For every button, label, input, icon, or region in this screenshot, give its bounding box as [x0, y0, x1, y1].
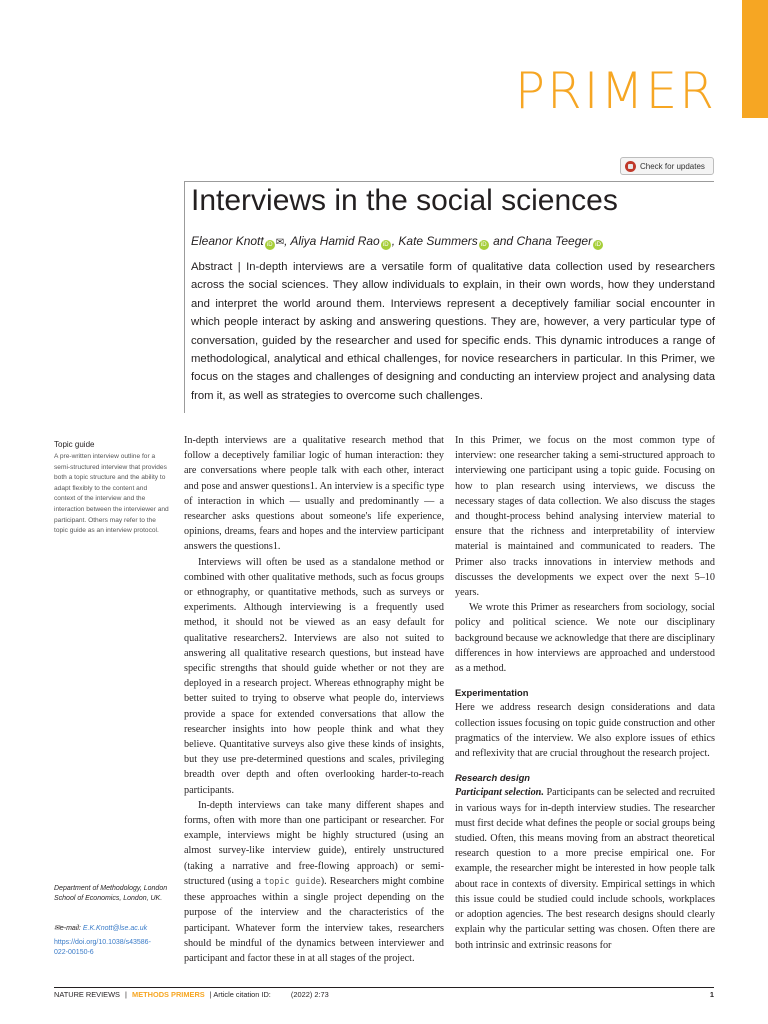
author-name[interactable]: Aliya Hamid Rao	[290, 234, 380, 248]
mail-icon[interactable]: ✉	[275, 237, 285, 248]
footer-citation	[54, 990, 329, 999]
email-label: e-mail:	[59, 925, 83, 932]
citation-label: | Article citation ID:	[209, 990, 271, 999]
sidebar-term: Topic guide	[54, 440, 95, 449]
abstract: Abstract | In-depth interviews are a versatile form of qualitative data collection used by researchers across the social sciences. They allow individuals to explain, in their own words, how they understand and interpret the world around them. Interviews represent a deceptively familiar social encounter in which people interact by asking and answering questions. They are, however, a very particular type of conversation, guided by the researcher and used for specific ends. This dynamic introduces a range of methodological, analytical and ethical challenges, for novice researchers in particular. In this Primer, we focus on the stages and challenges of designing and conducting an interview project and analysing data from it, as well as strategies to overcome such challenges.	[191, 261, 715, 402]
glossary-term-link[interactable]: topic guide	[263, 876, 321, 887]
email-link[interactable]: E.K.Knott@lse.ac.uk	[82, 925, 148, 932]
orcid-icon[interactable]: iD	[479, 240, 489, 250]
email-line	[54, 924, 147, 932]
paragraph-text: In-depth interviews can take many different shapes and forms, often with more than one participant or researcher. For example, interviews might be highly structured (using an almost survey-like interview guide), entirely unstructured (taking a narrative and free-flowing approach) or semi-structured (using a	[184, 799, 444, 887]
subsection-heading: Research design	[455, 772, 531, 784]
check-updates-label: Check for updates	[640, 161, 705, 171]
footer-rule	[54, 987, 714, 988]
author-separator: ,	[284, 234, 291, 248]
primer-label: PRIMER	[514, 62, 716, 120]
sidebar-definition: A pre-written interview outline for a semi-structured interview that provides both a topic structure and the ability to adapt flexibly to the content and context of the interview and the interaction between the interviewer and participant. Others may refer to the topic guide as an interview protocol.	[54, 453, 169, 535]
abstract-rule	[184, 181, 185, 413]
affiliation: Department of Methodology, London School of Economics, London, UK.	[54, 885, 168, 903]
runin-heading: Participant selection.	[455, 787, 544, 799]
footer-separator: |	[125, 990, 127, 999]
author-separator: and	[489, 234, 517, 248]
footer	[54, 990, 714, 999]
author-separator: ,	[391, 234, 399, 248]
paragraph	[184, 798, 444, 966]
paragraph-text: Participants can be selected and recruited in various ways for in-depth interview studies. The researcher must first decide what defines the people or social groups being studied. Often, this means moving from an abstract theoretical research question to a more precise empirical one. For example, the researcher might be interested in how people talk about race in contexts of diversity. Empirical settings in which this issue could be studied could include schools, workplaces or adoption agencies. The best research designs should clearly explain why the particular setting was chosen. Often there are both intrinsic and extrinsic reasons for	[455, 787, 715, 951]
orcid-icon[interactable]: iD	[265, 240, 275, 250]
author-name[interactable]: Chana Teeger	[516, 234, 593, 248]
year-volume: (2022) 2:73	[290, 990, 329, 999]
page-number: 1	[709, 990, 714, 999]
paragraph: Here we address research design considerations and data collection issues focusing on topic guide construction and other pragmatics of the interview. We also explore issues of ethics and reflexivity that are crucial throughout the research project.	[455, 702, 715, 760]
paragraph: In-depth interviews are a qualitative research method that follow a deceptively familiar logic of human interaction: they are conversations where people talk with each other, interact and pose and answer questions1. An interview is a specific type of interaction in which — usually and predominantly — a researcher asks questions about someone's life experience, opinions, dreams, fears and hopes and the interview participant answers the questions1.	[184, 435, 444, 553]
article-title: Interviews in the social sciences	[191, 184, 618, 217]
journal-name: NATURE REVIEWS	[54, 990, 120, 999]
check-for-updates-button[interactable]	[620, 157, 714, 175]
doi-link[interactable]: https://doi.org/10.1038/s43586-022-00150-6	[54, 939, 151, 957]
author-name[interactable]: Eleanor Knott	[191, 234, 264, 248]
body-column-1	[184, 433, 444, 966]
journal-brand: METHODS PRIMERS	[132, 990, 205, 999]
orcid-icon[interactable]: iD	[593, 240, 603, 250]
section-heading: Experimentation	[455, 687, 529, 699]
title-rule	[184, 181, 714, 182]
orcid-icon[interactable]: iD	[381, 240, 391, 250]
author-list	[191, 234, 604, 250]
accent-tab	[742, 0, 768, 118]
paragraph-text: ). Researchers might combine these approaches within a single project depending on the purpose of the interview and the characteristics of the participant. Whatever form the interview takes, researchers should be mindful of the dynamics between interviewer and participant and factor these in at all stages of the project.	[184, 875, 444, 964]
email-icon: ✉	[54, 925, 60, 932]
paragraph	[455, 785, 715, 952]
body-column-2	[455, 433, 715, 953]
author-name[interactable]: Kate Summers	[398, 234, 478, 248]
crossmark-icon	[625, 161, 636, 172]
paragraph: Interviews will often be used as a standalone method or combined with other qualitative methods, such as focus groups or ethnography, or quantitative methods, such as surveys or experiments. Although interviewing is a frequently used method, it should not be viewed as an easy default for qualitative researchers2. Interviews are also not suited to answering all qualitative research questions, but instead have specific strengths that should guide whether or not they are deployed in a research project. Whereas ethnography might be better suited to trying to observe what people do, interviews provide a space for extended conversations that allow the researcher insights into how people think and what they believe. Quantitative surveys also give these kinds of insights, but they use pre-determined questions and scales, privileging breadth over depth and often overlooking harder-to-reach participants.	[184, 556, 444, 796]
paragraph: In this Primer, we focus on the most common type of interview: one researcher taking a semi-structured approach to interviewing one participant using a topic guide. Focusing on how to plan research using interviews, we discuss the necessary stages of data collection. We also discuss the stages and thought-process behind analysing interview material to ensure that the richness and interpretability of interview material is maintained and communicated to readers. The Primer also tracks innovations in interview methods and discusses the developments we expect over the next 5–10 years.	[455, 435, 715, 599]
paragraph: We wrote this Primer as researchers from sociology, social policy and political science. We note our disciplinary background because we acknowledge that there are disciplinary differences in how interviews are approached and understood as a method.	[455, 602, 715, 675]
